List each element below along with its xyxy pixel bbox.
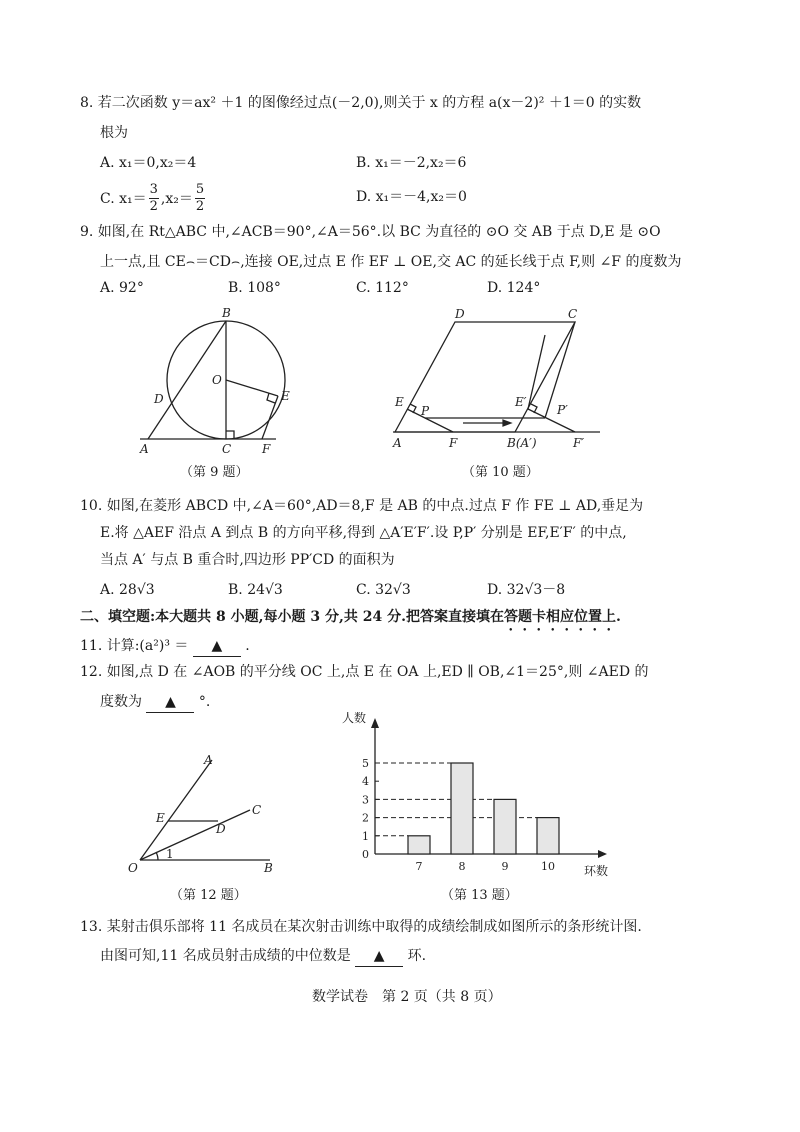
fraction-numerator: 3 (149, 182, 158, 197)
fraction (149, 182, 159, 215)
label-angle-1: 1 (166, 847, 174, 861)
y-tick-label: 4 (362, 775, 369, 789)
label-a: A (204, 753, 213, 767)
q8-option-c (100, 182, 207, 215)
right-angle-c (226, 431, 234, 439)
q9-stem-line2: 上一点,且 CE⌢＝CD⌢,连接 OE,过点 E 作 EF ⊥ OE,交 AC 的延长线于点 F,则 ∠F 的度数为 (100, 254, 682, 270)
section-2-heading-main: 二、填空题:本大题共 8 小题,每小题 3 分,共 24 分.把答案直接填在 (80, 609, 504, 625)
label-p2: P′ (557, 403, 568, 417)
label-e: E (281, 389, 290, 403)
q12-line2-prefix: 度数为 (100, 694, 142, 710)
label-b: B (264, 861, 273, 875)
figure-13-bar-chart (330, 712, 620, 882)
q9-option-a: A. 92° (100, 280, 144, 296)
fraction-numerator: 5 (195, 182, 205, 197)
q11-answer-blank: ▲ (193, 636, 241, 657)
label-f: F (449, 436, 458, 450)
label-a: A (140, 442, 149, 455)
q13-stem-line1: 13. 某射击俱乐部将 11 名成员在某次射击训练中取得的成绩绘制成如图所示的条形统计图. (80, 919, 642, 935)
label-c: C (222, 442, 232, 455)
q12-answer-blank: ▲ (146, 692, 194, 713)
fraction-denominator: 2 (149, 199, 158, 214)
figure-10-caption: （第 10 题） (462, 465, 539, 480)
q8-option-c-prefix: C. x₁＝ (100, 190, 147, 207)
segment-e2f2 (528, 409, 575, 432)
figure-12-caption: （第 12 题） (170, 888, 247, 903)
angle-1-arc (156, 852, 158, 860)
ray-oa (140, 760, 212, 860)
q13-stem-line2 (100, 946, 426, 967)
arrow-head-icon (503, 420, 511, 426)
bar-9 (494, 799, 516, 854)
label-p: P (421, 404, 430, 418)
q10-stem-line3: 当点 A′ 与点 B 重合时,四边形 PP′CD 的面积为 (100, 552, 395, 568)
q8-option-c-mid: ,x₂＝ (160, 190, 193, 207)
segment-oe (226, 380, 278, 396)
label-e2: E′ (515, 395, 527, 409)
label-o: O (128, 861, 138, 875)
q9-stem-line1: 9. 如图,在 Rt△ABC 中,∠ACB＝90°,∠A＝56°.以 BC 为直径的 ⊙O 交 AB 于点 D,E 是 ⊙O (80, 224, 661, 240)
label-e: E (156, 811, 165, 825)
label-b: B (222, 306, 231, 320)
figure-12 (120, 752, 290, 877)
bar-10 (537, 818, 559, 854)
label-a: A (393, 436, 402, 450)
page-footer: 数学试卷 第 2 页（共 8 页） (312, 989, 502, 1005)
figure-9-caption: （第 9 题） (180, 465, 249, 480)
q8-stem-line2: 根为 (100, 125, 128, 141)
q12-line2-end: °. (198, 694, 211, 710)
segment-e2-edge (528, 335, 545, 409)
label-f: F (262, 442, 271, 455)
y-tick-label: 3 (362, 793, 369, 807)
q10-option-d: D. 32√3－8 (487, 582, 566, 598)
q10-option-c: C. 32√3 (356, 582, 411, 598)
right-angle-e2 (531, 404, 537, 413)
segment-ef (262, 396, 278, 439)
q11-text: 11. 计算:(a²)³ ＝ (80, 638, 189, 654)
q13-line2-prefix: 由图可知,11 名成员射击成绩的中位数是 (100, 948, 351, 964)
label-f2: F′ (573, 436, 585, 450)
section-2-heading-end: . (616, 609, 621, 625)
x-tick-label: 10 (541, 860, 555, 873)
label-c: C (568, 307, 578, 321)
x-axis-label: 环数 (584, 864, 609, 878)
q12-stem-line1: 12. 如图,点 D 在 ∠AOB 的平分线 OC 上,点 E 在 OA 上,ED ∥ OB,∠1＝25°,则 ∠AED 的 (80, 664, 649, 680)
label-e: E (395, 395, 404, 409)
y-tick-label: 0 (362, 848, 369, 861)
y-tick-label: 5 (362, 757, 369, 770)
y-axis-arrow-icon (371, 718, 379, 728)
x-tick-label: 8 (458, 860, 466, 873)
q8-option-d: D. x₁＝－4,x₂＝0 (356, 189, 467, 205)
bar-7 (408, 836, 430, 854)
q8-stem-line1: 8. 若二次函数 y＝ax² ＋1 的图像经过点(－2,0),则关于 x 的方程 a(x－2)² ＋1＝0 的实数 (80, 95, 642, 111)
q9-option-c: C. 112° (356, 280, 409, 296)
fraction (195, 182, 205, 215)
label-o: O (212, 373, 222, 387)
figure-9 (130, 305, 290, 455)
figure-13-caption: （第 13 题） (441, 888, 518, 903)
q12-stem-line2 (100, 692, 210, 713)
x-axis-arrow-icon (598, 850, 607, 858)
y-axis-label: 人数 (342, 712, 367, 725)
y-tick-label: 2 (362, 811, 369, 825)
q13-answer-blank: ▲ (355, 946, 403, 967)
q10-stem-line2: E.将 △AEF 沿点 A 到点 B 的方向平移,得到 △A′E′F′.设 P,P′ 分别是 EF,E′F′ 的中点, (100, 525, 627, 541)
label-d: D (216, 822, 226, 836)
q10-option-a: A. 28√3 (100, 582, 155, 598)
label-d: D (154, 392, 164, 406)
fraction-denominator: 2 (195, 199, 205, 214)
q8-option-a: A. x₁＝0,x₂＝4 (100, 155, 197, 171)
figure-10 (385, 305, 610, 455)
q13-line2-end: 环. (407, 948, 427, 964)
x-tick-label: 9 (501, 860, 509, 873)
q9-option-b: B. 108° (228, 280, 281, 296)
label-d: D (455, 307, 465, 321)
q11-stem (80, 636, 250, 657)
q11-end: . (245, 638, 250, 654)
bar-8 (451, 763, 473, 854)
q9-option-d: D. 124° (487, 280, 541, 296)
q10-option-b: B. 24√3 (228, 582, 283, 598)
q8-option-b: B. x₁＝－2,x₂＝6 (356, 155, 467, 171)
label-c: C (252, 803, 262, 817)
q10-stem-line1: 10. 如图,在菱形 ABCD 中,∠A＝60°,AD＝8,F 是 AB 的中点.过点 F 作 FE ⊥ AD,垂足为 (80, 498, 644, 514)
section-2-heading-emphasis: 答题卡相应位置上 (504, 609, 616, 625)
label-b: B(A′) (507, 436, 537, 450)
y-tick-label: 1 (362, 829, 369, 843)
x-tick-label: 7 (415, 860, 423, 873)
section-2-heading (80, 607, 621, 634)
